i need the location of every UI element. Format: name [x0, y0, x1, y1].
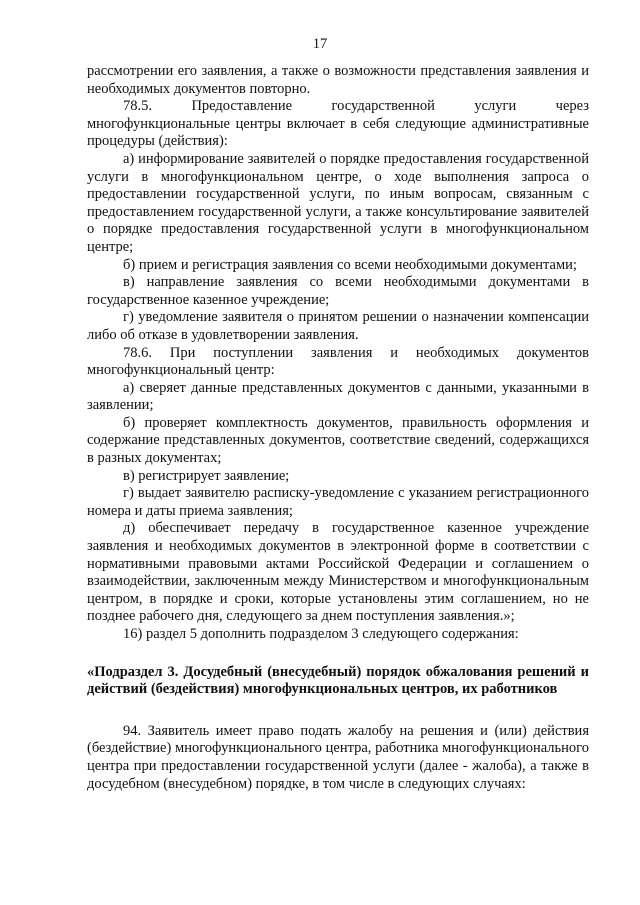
page-number: 17	[312, 36, 328, 52]
paragraph: 78.5. Предоставление государственной услуги через многофункциональные центры включает в себя следующие административные процедуры (действия):	[87, 98, 589, 150]
paragraph: б) проверяет комплектность документов, правильность оформления и содержание представленных документов, соответствие сведений, содержащихся в разных документах;	[87, 414, 589, 467]
paragraph: г) уведомление заявителя о принятом решении о назначении компенсации либо об отказе в удовлетворении заявления.	[87, 309, 589, 343]
document-body	[87, 63, 589, 793]
paragraph: рассмотрении его заявления, а также о возможности представления заявления и необходимых документов повторно.	[87, 63, 589, 97]
paragraph: д) обеспечивает передачу в государственное казенное учреждение заявления и необходимых документов в электронной форме в соответствии с нормативными правовыми актами Российской Федерации и соглашением о взаимодействии, заключенным между Министерством и многофункциональным центром, в порядке и сроки, которые установлены этим соглашением, но не позднее рабочего дня, следующего за днем поступления заявления.»;	[87, 520, 589, 625]
paragraphs-after	[87, 723, 589, 793]
paragraph: а) информирование заявителей о порядке предоставления государственной услуги в многофункциональном центре, о ходе выполнения запроса о предоставлении государственной услуги, по иным вопросам, связанным с предоставлением государственной услуги, а также консультирование заявителей о порядке предоставления государственной услуги в многофункциональном центре;	[87, 150, 589, 255]
paragraph: г) выдает заявителю расписку-уведомление с указанием регистрационного номера и даты приема заявления;	[87, 485, 589, 519]
paragraph: 94. Заявитель имеет право подать жалобу на решения и (или) действия (бездействие) многофункционального центра, работника многофункционального центра при предоставлении государственной услуги (далее - жалоба), а также в досудебном (внесудебном) порядке, в том числе в следующих случаях:	[87, 722, 589, 792]
paragraphs-before	[87, 63, 589, 644]
paragraph: б) прием и регистрация заявления со всеми необходимыми документами;	[123, 256, 577, 273]
paragraph: 78.6. При поступлении заявления и необходимых документов многофункциональный центр:	[87, 344, 589, 379]
paragraph: 16) раздел 5 дополнить подразделом 3 следующего содержания:	[123, 626, 519, 642]
paragraph: в) направление заявления со всеми необходимыми документами в государственное казенное учреждение;	[87, 274, 589, 308]
paragraph: в) регистрирует заявление;	[123, 467, 290, 484]
paragraph: а) сверяет данные представленных документов с данными, указанными в заявлении;	[87, 379, 589, 414]
section-heading: «Подраздел 3. Досудебный (внесудебный) порядок обжалования решений и действий (бездействия) многофункциональных центров, их работников	[87, 663, 589, 698]
